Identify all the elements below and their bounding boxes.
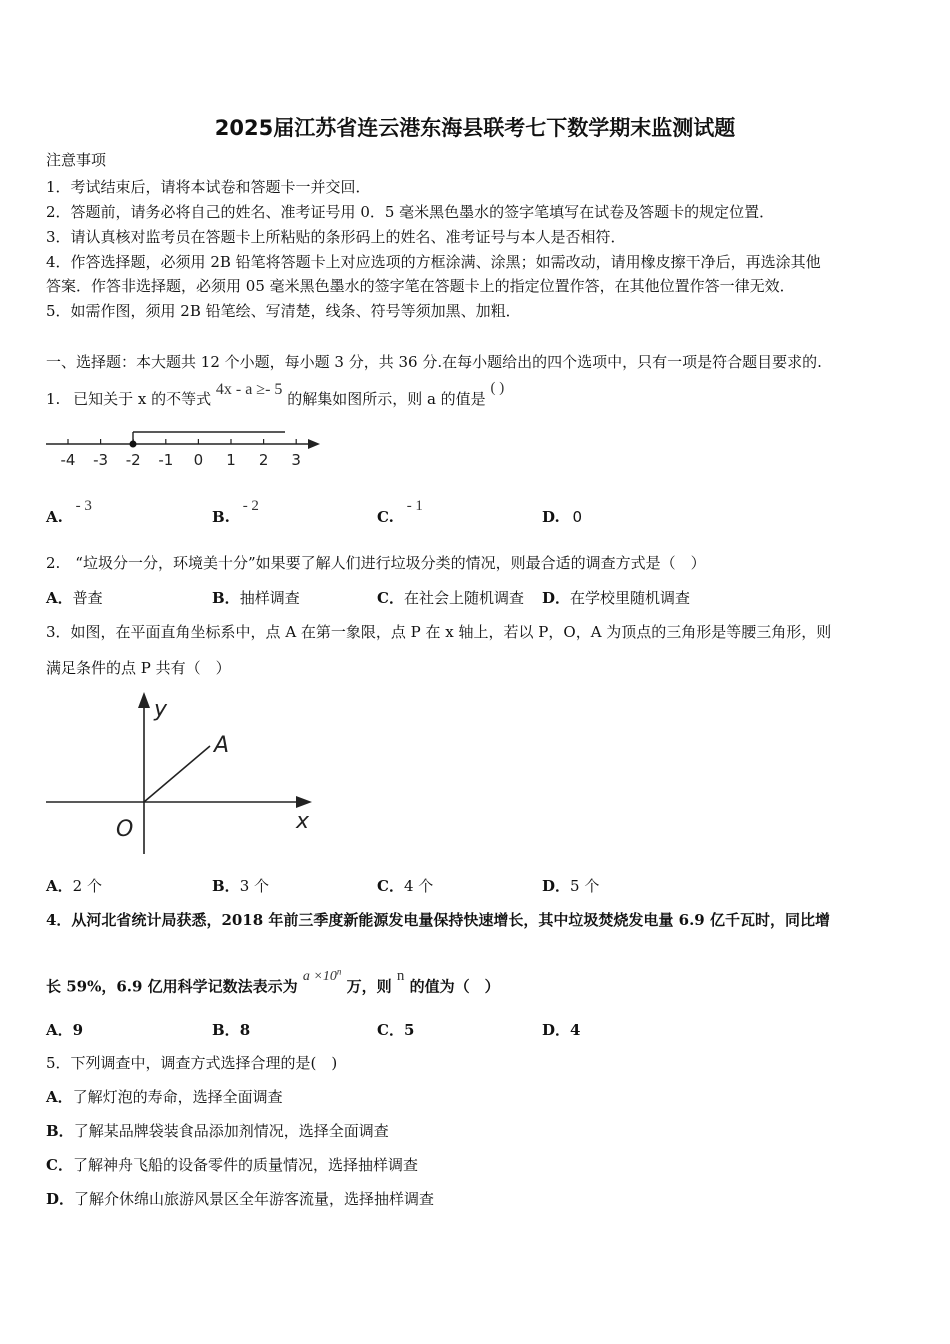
formula-exponent: n <box>336 966 342 976</box>
option-label: B． <box>46 1122 74 1140</box>
option-label: C． <box>46 1156 73 1174</box>
question-number: 1. <box>46 390 61 408</box>
question-3-line-1: 3．如图，在平面直角坐标系中，点 A 在第一象限，点 P 在 x 轴上，若以 P，O，A 为顶点的三角形是等腰三角形，则 <box>46 623 832 641</box>
option-label: C． <box>377 1021 404 1039</box>
q3-option-b[interactable] <box>212 876 269 896</box>
q5-option-c[interactable] <box>46 1155 418 1175</box>
question-3-line-2: 满足条件的点 P 共有（ ） <box>46 659 231 677</box>
number-line-figure <box>40 420 330 472</box>
option-label: C． <box>377 589 404 607</box>
option-value: 了解灯泡的寿命，选择全面调查 <box>72 1088 283 1106</box>
q3-option-a[interactable] <box>46 876 102 896</box>
question-text: 长 59%，6.9 亿用科学记数法表示为 <box>46 977 298 996</box>
option-value: 8 <box>239 1021 251 1039</box>
coordinate-figure <box>40 688 330 858</box>
question-text: 万，则 <box>346 977 392 996</box>
x-axis-label: x <box>296 809 310 834</box>
q4-option-a[interactable] <box>46 1020 83 1040</box>
option-value: 5 个 <box>570 877 600 895</box>
q4-option-d[interactable] <box>542 1020 580 1040</box>
q5-option-b[interactable] <box>46 1121 389 1141</box>
arrow-up-icon <box>138 692 150 708</box>
option-label: A． <box>46 877 73 895</box>
option-value: - 3 <box>75 498 92 514</box>
formula-base: a ×10 <box>302 968 337 984</box>
option-value: - 2 <box>242 498 259 514</box>
number-line-tick-label: -4 <box>60 451 76 469</box>
option-label: C. <box>377 508 394 526</box>
section-heading: 一、选择题：本大题共 12 个小题，每小题 3 分，共 36 分.在每小题给出的四个选项中，只有一项是符合题目要求的. <box>46 353 822 371</box>
option-label: B. <box>212 508 230 526</box>
variable-n: n <box>396 967 405 984</box>
number-line-tick-label: -3 <box>93 451 109 469</box>
question-text: 的解集如图所示，则 a 的值是 <box>287 390 486 408</box>
option-label: D． <box>542 589 571 607</box>
option-value: 2 个 <box>72 877 102 895</box>
notice-item: 答案．作答非选择题，必须用 05 毫米黑色墨水的签字笔在答题卡上的指定位置作答，在其他位置作答一律无效． <box>46 277 795 295</box>
q1-option-b[interactable] <box>212 498 259 528</box>
q3-option-c[interactable] <box>377 876 433 896</box>
option-label: B． <box>212 1021 240 1039</box>
q2-option-d[interactable] <box>542 588 690 608</box>
sci-notation-formula <box>302 966 342 984</box>
q1-option-d[interactable] <box>542 507 582 527</box>
option-label: D． <box>542 877 571 895</box>
segment-oa <box>144 746 210 802</box>
question-text: 的值为（ ） <box>409 977 500 996</box>
option-value: 在社会上随机调查 <box>403 589 524 607</box>
inequality-formula: 4x - a ≥- 5 <box>215 381 283 398</box>
q2-option-a[interactable] <box>46 588 103 608</box>
q1-option-a[interactable] <box>46 498 92 528</box>
notice-item: 4．作答选择题，必须用 2B 铅笔将答题卡上对应选项的方框涂满、涂黑；如需改动，请用橡皮擦干净后，再选涂其他 <box>46 253 821 271</box>
notice-item: 5．如需作图，须用 2B 铅笔绘、写清楚，线条、符号等须加黑、加粗． <box>46 302 521 320</box>
question-4-line-1: 4．从河北省统计局获悉，2018 年前三季度新能源发电量保持快速增长，其中垃圾焚烧发电量 6.9 亿千瓦时，同比增 <box>46 911 830 929</box>
number-line-tick-label: -2 <box>125 451 141 469</box>
option-label: A． <box>46 1021 73 1039</box>
option-label: C． <box>377 877 404 895</box>
option-value: 4 <box>570 1021 581 1039</box>
option-value: 5 <box>403 1021 415 1039</box>
q2-option-b[interactable] <box>212 588 300 608</box>
number-line-tick-label: -1 <box>158 451 174 469</box>
question-5: 5．下列调查中，调查方式选择合理的是( ) <box>46 1054 338 1072</box>
arrow-right-icon <box>308 439 320 449</box>
q4-option-c[interactable] <box>377 1020 414 1040</box>
q3-option-d[interactable] <box>542 876 599 896</box>
y-axis-label: y <box>154 697 168 722</box>
number-line-tick-label: 1 <box>226 451 236 469</box>
number-line-tick-label: 3 <box>291 451 301 469</box>
option-value: 了解某品牌袋装食品添加剂情况，选择全面调查 <box>73 1122 389 1140</box>
option-value: 普查 <box>72 589 103 607</box>
solid-point <box>130 441 137 448</box>
option-label: A． <box>46 1088 73 1106</box>
option-label: B． <box>212 589 240 607</box>
option-label: B． <box>212 877 240 895</box>
option-label: D． <box>46 1190 75 1208</box>
notice-item: 2．答题前，请务必将自己的姓名、准考证号用 0．5 毫米黑色墨水的签字笔填写在试卷及答题卡的规定位置． <box>46 203 775 221</box>
option-value: 9 <box>72 1021 84 1039</box>
q5-option-d[interactable] <box>46 1189 434 1209</box>
option-value: - 1 <box>406 498 423 514</box>
notice-item: 3．请认真核对监考员在答题卡上所粘贴的条形码上的姓名、准考证号与本人是否相符． <box>46 228 626 246</box>
notice-item: 1．考试结束后，请将本试卷和答题卡一并交回． <box>46 178 371 196</box>
option-value: 4 个 <box>403 877 434 895</box>
q2-option-c[interactable] <box>377 588 524 608</box>
origin-label: O <box>116 817 134 842</box>
number-line-tick-label: 0 <box>193 451 204 469</box>
option-label: D. <box>542 508 560 526</box>
question-2: 2. “垃圾分一分，环境美十分”如果要了解人们进行垃圾分类的情况，则最合适的调查方式是（ ） <box>46 554 706 572</box>
option-value: 了解介休绵山旅游风景区全年游客流量，选择抽样调查 <box>74 1190 435 1208</box>
option-label: A. <box>46 508 63 526</box>
q5-option-a[interactable] <box>46 1087 283 1107</box>
question-text: 已知关于 x 的不等式 <box>73 390 212 408</box>
q4-option-b[interactable] <box>212 1020 250 1040</box>
question-4-line-2 <box>46 966 500 999</box>
arrow-right-icon <box>296 796 312 808</box>
answer-paren: ( ) <box>490 380 505 396</box>
option-label: D． <box>542 1021 571 1039</box>
point-a-label: A <box>214 733 230 758</box>
q1-option-c[interactable] <box>377 498 423 528</box>
option-value: 在学校里随机调查 <box>570 589 691 607</box>
option-value: 3 个 <box>239 877 269 895</box>
option-value: 0 <box>572 508 583 526</box>
number-line-tick-label: 2 <box>258 451 269 469</box>
notice-heading: 注意事项 <box>46 151 107 169</box>
option-label: A． <box>46 589 73 607</box>
option-value: 了解神舟飞船的设备零件的质量情况，选择抽样调查 <box>72 1156 418 1174</box>
option-value: 抽样调查 <box>239 589 300 607</box>
page-title: 2025届江苏省连云港东海县联考七下数学期末监测试题 <box>214 116 736 140</box>
question-1 <box>46 380 505 410</box>
